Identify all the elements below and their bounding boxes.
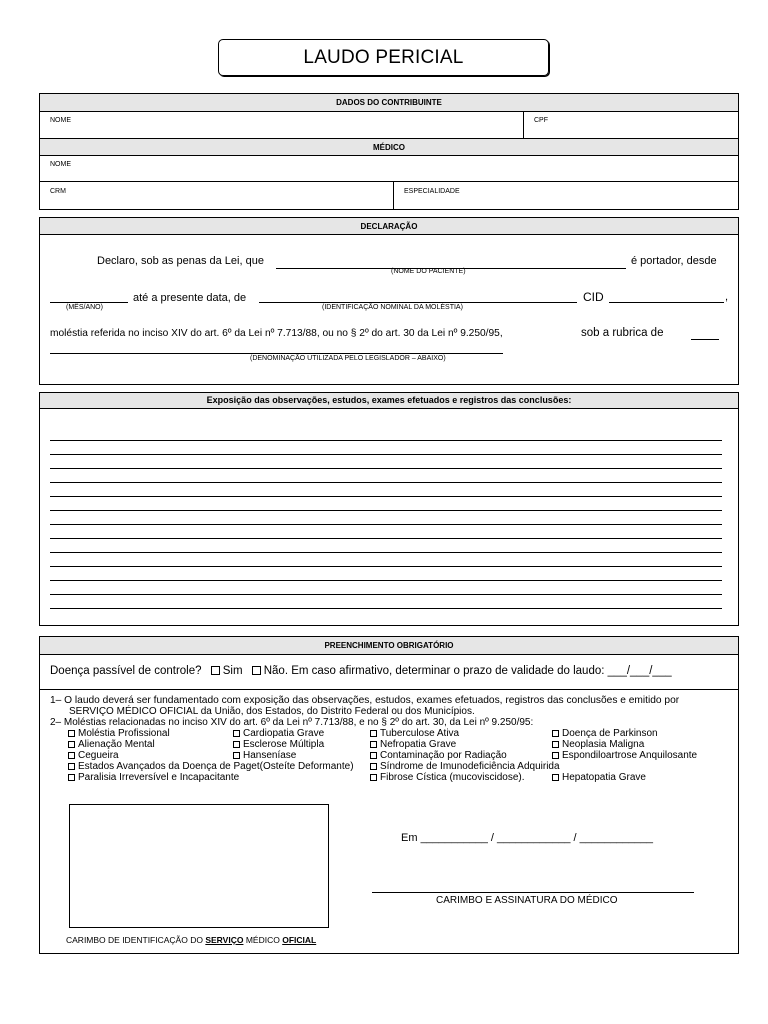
disease-hanseniase[interactable] — [233, 750, 296, 761]
checkbox-icon — [552, 741, 559, 748]
medico-especialidade-label: ESPECIALIDADE — [404, 188, 460, 195]
disease-molestia-profissional[interactable] — [68, 728, 170, 739]
medico-header: MÉDICO — [40, 138, 738, 156]
checkbox-icon — [233, 730, 240, 737]
carimbo-medico: MÉDICO — [245, 935, 280, 945]
medico-crm-field[interactable] — [40, 182, 394, 209]
checkbox-icon — [68, 741, 75, 748]
disease-alienacao-mental[interactable] — [68, 739, 155, 750]
carimbo-oficial: OFICIAL — [282, 935, 317, 945]
disease-label: Estados Avançados da Doença de Paget(Osteíte Deformante) — [78, 761, 354, 772]
exposicao-section — [39, 392, 739, 626]
preenchimento-header: PREENCHIMENTO OBRIGATÓRIO — [40, 637, 738, 655]
disease-sida[interactable] — [370, 761, 560, 772]
disease-label: Hanseníase — [243, 750, 297, 761]
disease-tuberculose-ativa[interactable] — [370, 728, 459, 739]
controle-row — [50, 665, 672, 677]
disease-cegueira[interactable] — [68, 750, 119, 761]
cid-comma: , — [725, 291, 729, 303]
contribuinte-cpf-field[interactable] — [524, 112, 738, 138]
nome-paciente-hint: (NOME DO PACIENTE) — [391, 268, 466, 275]
nao-label: Não. Em caso afirmativo, determinar o prazo de validade do laudo: — [263, 665, 605, 677]
disease-label: Cegueira — [78, 750, 119, 761]
disease-label: Neoplasia Maligna — [562, 739, 645, 750]
disease-label: Cardiopatia Grave — [243, 728, 325, 739]
note-1-line-1: 1– O laudo deverá ser fundamentado com exposição das observações, estudos, exames efetuados, registros das conclusões e emitido por — [50, 695, 680, 706]
disease-esclerose-multipla[interactable] — [233, 739, 324, 750]
checkbox-icon — [233, 741, 240, 748]
molestia-hint: (IDENTIFICAÇÃO NOMINAL DA MOLÉSTIA) — [322, 304, 463, 311]
disease-label: Tuberculose Ativa — [380, 728, 460, 739]
declaracao-line1-text: Declaro, sob as penas da Lei, que — [97, 255, 264, 267]
legislador-hint: (DENOMINAÇÃO UTILIZADA PELO LEGISLADOR – ABAIXO) — [250, 355, 446, 362]
disease-parkinson[interactable] — [552, 728, 658, 739]
disease-nefropatia-grave[interactable] — [370, 739, 456, 750]
contribuinte-nome-field[interactable] — [40, 112, 524, 138]
disease-fibrose-cistica[interactable] — [370, 772, 524, 783]
medico-crm-label: CRM — [50, 188, 66, 195]
declaracao-section — [39, 217, 739, 385]
disease-label: Paralisia Irreversível e Incapacitante — [78, 772, 240, 783]
checkbox-icon — [552, 730, 559, 737]
medico-nome-field[interactable] — [40, 156, 738, 182]
checkbox-icon — [233, 752, 240, 759]
cid-label: CID — [583, 290, 604, 304]
disease-label: Alienação Mental — [78, 739, 155, 750]
notes-divider — [40, 689, 738, 690]
carimbo-servico: SERVIÇO — [205, 935, 244, 945]
disease-neoplasia-maligna[interactable] — [552, 739, 644, 750]
note-2: 2– Moléstias relacionadas no inciso XIV do art. 6º da Lei nº 7.713/88, e no § 2º do art. 30, da Lei nº 9.250/95: — [50, 717, 534, 728]
page-title: LAUDO PERICIAL — [218, 39, 549, 76]
declaracao-line3-text: moléstia referida no inciso XIV do art. 6º da Lei nº 7.713/88, ou no § 2º do art. 30 da Lei nº 9.250/95, — [50, 328, 503, 339]
disease-paget[interactable] — [68, 761, 354, 772]
checkbox-icon — [370, 763, 377, 770]
declaracao-header: DECLARAÇÃO — [40, 218, 738, 235]
contribuinte-cpf-label: CPF — [534, 117, 548, 124]
checkbox-icon — [68, 763, 75, 770]
sim-checkbox[interactable] — [211, 666, 220, 675]
controle-question: Doença passível de controle? — [50, 665, 202, 677]
checkbox-icon — [68, 774, 75, 781]
disease-label: Nefropatia Grave — [380, 739, 457, 750]
checkbox-icon — [370, 741, 377, 748]
rubrica-label: sob a rubrica de — [581, 327, 664, 339]
disease-label: Doença de Parkinson — [562, 728, 658, 739]
em-label: Em — [401, 832, 418, 844]
molestia-blank[interactable] — [259, 302, 577, 303]
prazo-blank[interactable]: ___/___/___ — [607, 665, 672, 677]
date-blank: ___________ / ____________ / ____________ — [420, 832, 654, 844]
disease-label: Contaminação por Radiação — [380, 750, 507, 761]
medico-especialidade-field[interactable] — [394, 182, 738, 209]
contribuinte-header: DADOS DO CONTRIBUINTE — [40, 94, 738, 112]
medico-nome-label: NOME — [50, 161, 71, 168]
checkbox-icon — [68, 752, 75, 759]
sim-label: Sim — [222, 665, 243, 677]
checkbox-icon — [370, 730, 377, 737]
declaracao-line1-end: é portador, desde — [631, 255, 717, 267]
disease-label: Espondiloartrose Anquilosante — [562, 750, 698, 761]
signature-caption: CARIMBO E ASSINATURA DO MÉDICO — [436, 895, 618, 906]
carimbo-caption — [66, 935, 316, 945]
disease-cardiopatia-grave[interactable] — [233, 728, 324, 739]
disease-hepatopatia-grave[interactable] — [552, 772, 646, 783]
checkbox-icon — [552, 774, 559, 781]
disease-espondiloartrose[interactable] — [552, 750, 697, 761]
checkbox-icon — [370, 774, 377, 781]
exposicao-lines[interactable] — [50, 427, 722, 609]
disease-paralisia[interactable] — [68, 772, 239, 783]
carimbo-caption-text: CARIMBO DE IDENTIFICAÇÃO DO — [66, 935, 203, 945]
mes-ano-blank[interactable] — [50, 302, 128, 303]
mes-ano-hint: (MÊS/ANO) — [66, 304, 103, 311]
signature-line[interactable] — [372, 892, 694, 893]
contribuinte-medico-section — [39, 93, 739, 210]
contribuinte-nome-label: NOME — [50, 117, 71, 124]
disease-label: Esclerose Múltipla — [243, 739, 325, 750]
preenchimento-section — [39, 636, 739, 954]
legislador-blank[interactable] — [50, 353, 503, 354]
disease-contaminacao-radiacao[interactable] — [370, 750, 507, 761]
checkbox-icon — [370, 752, 377, 759]
checkbox-icon — [68, 730, 75, 737]
exposicao-header: Exposição das observações, estudos, exames efetuados e registros das conclusões: — [40, 393, 738, 409]
disease-label: Fibrose Cística (mucoviscidose). — [380, 772, 525, 783]
disease-label: Hepatopatia Grave — [562, 772, 646, 783]
note-1-line-2: SERVIÇO MÉDICO OFICIAL da União, dos Estados, do Distrito Federal ou dos Municípios. — [69, 706, 475, 717]
checkbox-icon — [552, 752, 559, 759]
disease-label: Moléstia Profissional — [78, 728, 170, 739]
rubrica-blank[interactable] — [691, 339, 719, 340]
cid-blank[interactable] — [609, 302, 724, 303]
declaracao-line2-text: até a presente data, de — [133, 292, 247, 304]
carimbo-box[interactable] — [69, 804, 329, 928]
date-row[interactable] — [401, 832, 653, 844]
disease-label: Síndrome de Imunodeficiência Adquirida — [380, 761, 560, 772]
nao-checkbox[interactable] — [252, 666, 261, 675]
